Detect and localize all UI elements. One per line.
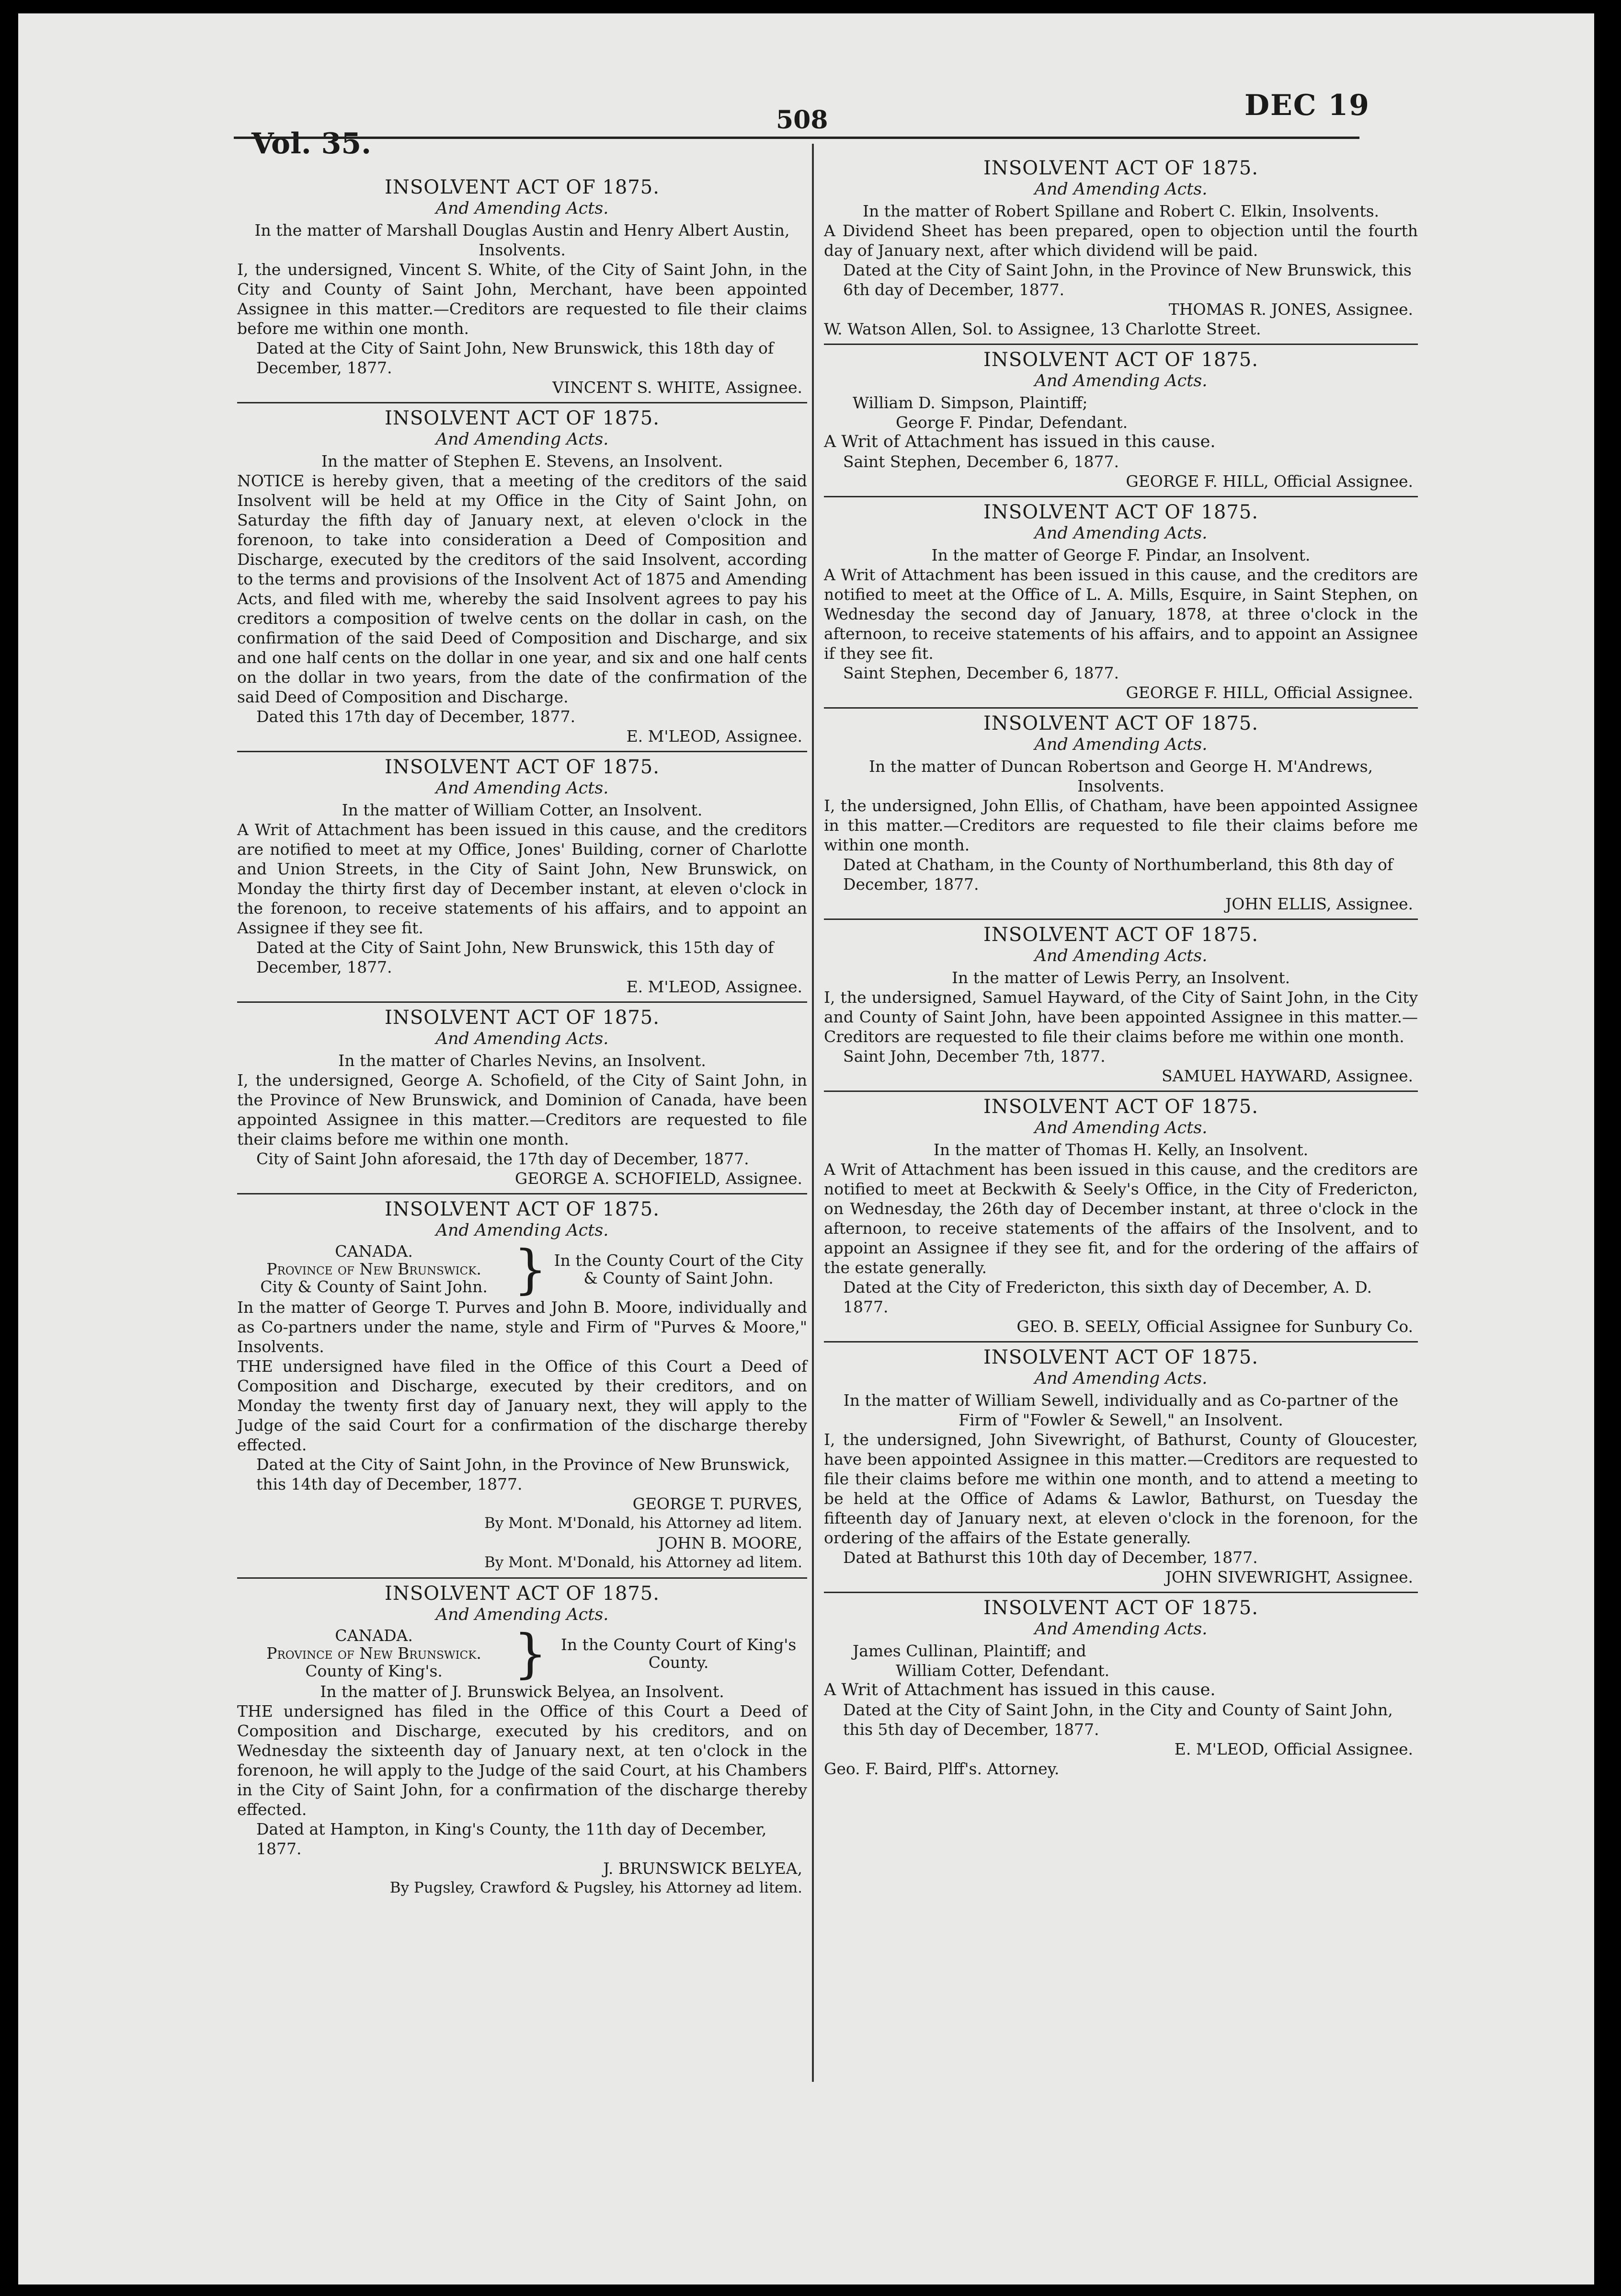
notice-dated: Dated at Bathurst this 10th day of December, 1877. [843,1548,1258,1567]
notice-dated: Dated at Hampton, in King's County, the 11th day of December, 1877. [256,1820,767,1858]
notice-dated: Saint Stephen, December 6, 1877. [843,452,1119,471]
notice-dated: Saint Stephen, December 6, 1877. [843,664,1119,682]
notice-title: INSOLVENT ACT OF 1875. [385,407,660,429]
brace-icon: } [514,1238,548,1300]
notice-title: INSOLVENT ACT OF 1875. [983,157,1258,179]
notice-signature: JOHN ELLIS, Assignee. [1225,895,1413,913]
notice-matter: In the matter of Lewis Perry, an Insolvent. [951,968,1290,987]
notice-matter: In the matter of Thomas H. Kelly, an Insolvent. [933,1140,1309,1159]
notice-signature: GEORGE T. PURVES, [632,1494,802,1513]
notice-attorney: Geo. F. Baird, Plff's. Attorney. [824,1759,1060,1778]
court-country: CANADA. [335,1626,413,1645]
issue-date: DEC 19 [1244,89,1370,122]
notice [824,153,1418,345]
notice-subtitle: And Amending Acts. [1034,180,1208,199]
notice [237,1003,807,1194]
notice-body: A Writ of Attachment has been issued in this cause, and the creditors are notified to meet at my Office, Jones' Building, corner of Charlotte and Union Streets, in the City of Saint John, New Brunswick, on Monday the thirty first day of December instant, at eleven o'clock in the forenoon, to receive statements of his affairs, and to appoint an Assignee if they see fit. [237,820,807,937]
notice-solicitor: W. Watson Allen, Sol. to Assignee, 13 Charlotte Street. [824,320,1261,338]
notice-title: INSOLVENT ACT OF 1875. [385,1007,660,1029]
notice-dated: Dated at the City of Fredericton, this sixth day of December, A. D. 1877. [843,1278,1372,1316]
notice [824,920,1418,1092]
notice-title: INSOLVENT ACT OF 1875. [385,176,660,198]
notice-dated: Dated at the City of Saint John, New Brunswick, this 18th day of December, 1877. [256,339,774,377]
notice-dated: Dated at the City of Saint John, New Brunswick, this 15th day of December, 1877. [256,938,774,976]
notice-signature: JOHN B. MOORE, [658,1534,802,1552]
notice-matter: In the matter of J. Brunswick Belyea, an Insolvent. [320,1682,724,1701]
notice-body: A Writ of Attachment has been issued in this cause, and the creditors are notified to meet at the Office of L. A. Mills, Esquire, in Saint Stephen, on Wednesday the second day of January, 1878, at three o'clock in the afternoon, to receive statements of his affairs, and to appoint an Assignee if they see fit. [824,565,1418,663]
notice-title: INSOLVENT ACT OF 1875. [983,924,1258,946]
notice-subtitle: And Amending Acts. [1034,1619,1208,1639]
notice-signature: E. M'LEOD, Assignee. [626,977,802,996]
notice-subtitle: And Amending Acts. [435,199,609,218]
notice [237,1579,807,1903]
notice-matter: In the matter of Duncan Robertson and George H. M'Andrews, Insolvents. [868,757,1373,795]
notice [824,1593,1418,1783]
notice-matter: In the matter of George F. Pindar, an Insolvent. [931,546,1311,564]
notice-title: INSOLVENT ACT OF 1875. [983,349,1258,371]
notice-plaintiff: William D. Simpson, Plaintiff; [853,393,1088,412]
notice-signature: JOHN SIVEWRIGHT, Assignee. [1165,1568,1413,1586]
notice-signature: GEORGE A. SCHOFIELD, Assignee. [514,1169,802,1188]
notice-matter: In the matter of George T. Purves and John B. Moore, individually and as Co-partners under the name, style and Firm of "Purves & Moore," Insolvents. [237,1298,807,1356]
notice-matter: In the matter of William Sewell, individually and as Co-partner of the Firm of "Fowler & Sewell," an Insolvent. [843,1391,1399,1429]
notice [824,1092,1418,1343]
court-country: CANADA. [335,1242,413,1261]
notice [237,172,807,403]
page-number: 508 [776,105,828,135]
notice [824,709,1418,920]
notice-title: INSOLVENT ACT OF 1875. [983,1346,1258,1368]
notice-dated: Dated at the City of Saint John, in the City and County of Saint John, this 5th day of December, 1877. [843,1700,1393,1739]
left-column [237,172,807,1903]
notice [237,1194,807,1579]
notice-attorney: By Mont. M'Donald, his Attorney ad litem. [484,1515,802,1532]
notice-title: INSOLVENT ACT OF 1875. [983,1597,1258,1619]
notice-matter: In the matter of Stephen E. Stevens, an Insolvent. [321,452,723,471]
notice-body: A Writ of Attachment has issued in this cause. [824,1680,1216,1699]
column-divider [812,144,814,2082]
notice-body: I, the undersigned, George A. Schofield, of the City of Saint John, in the Province of New Brunswick, and Dominion of Canada, have been appointed Assignee in this matter.—Creditors are requested to file their claims before me within one month. [237,1071,807,1148]
right-column [824,153,1418,1783]
notice-subtitle: And Amending Acts. [1034,946,1208,965]
notice-attorney: By Pugsley, Crawford & Pugsley, his Attorney ad litem. [389,1879,802,1896]
notice-subtitle: And Amending Acts. [435,1605,609,1624]
court-name: In the County Court of the City & County of Saint John. [554,1251,803,1287]
notice-signature: E. M'LEOD, Official Assignee. [1174,1740,1413,1758]
notice-body: A Writ of Attachment has been issued in this cause, and the creditors are notified to meet at Beckwith & Seely's Office, in the City of Fredericton, on Wednesday, the 26th day of December instant, at three o'clock in the afternoon, to receive statements of the affairs of the Insolvent, and to appoint an Assignee if they see fit, and for the ordering of the affairs of the estate generally. [824,1160,1418,1277]
notice-subtitle: And Amending Acts. [1034,1118,1208,1137]
notice-body: THE undersigned have filed in the Office of this Court a Deed of Composition and Discharge, executed by their creditors, and on Monday the twenty first day of January next, they will apply to the Judge of the said Court for a confirmation of the discharge thereby effected. [237,1357,807,1454]
notice-signature: GEO. B. SEELY, Official Assignee for Sunbury Co. [1016,1317,1413,1336]
notice-subtitle: And Amending Acts. [1034,524,1208,543]
notice-body: I, the undersigned, John Sivewright, of Bathurst, County of Gloucester, have been appointed Assignee in this matter.—Creditors are requested to file their claims before me within one month, and to attend a meeting to be held at the Office of Adams & Lawlor, Bathurst, on Tuesday the fifteenth day of January next, at eleven o'clock in the forenoon, for the ordering of the affairs of the Estate generally. [824,1430,1418,1547]
court-jurisdiction [237,1242,511,1296]
notice-dated: Dated at the City of Saint John, in the Province of New Brunswick, this 14th day of December, 1877. [256,1455,790,1493]
notice-attorney: By Mont. M'Donald, his Attorney ad litem. [484,1554,802,1571]
notice [237,752,807,1003]
notice-body: A Writ of Attachment has issued in this cause. [824,432,1216,451]
notice-signature: E. M'LEOD, Assignee. [626,727,802,746]
notice-signature: GEORGE F. HILL, Official Assignee. [1126,683,1413,702]
notice-body: THE undersigned has filed in the Office of this Court a Deed of Composition and Discharge, executed by his creditors, and on Wednesday the sixteenth day of January next, at ten o'clock in the forenoon, he will apply to the Judge of the said Court, at his Chambers in the City of Saint John, for a confirmation of the discharge thereby effected. [237,1702,807,1819]
notice-subtitle: And Amending Acts. [435,1029,609,1048]
court-name: In the County Court of King's County. [560,1635,797,1672]
notice-matter: In the matter of Charles Nevins, an Insolvent. [338,1051,706,1070]
header-rule [234,137,1359,139]
notice-body: A Dividend Sheet has been prepared, open to objection until the fourth day of January next, after which dividend will be paid. [824,221,1418,260]
notice-signature: SAMUEL HAYWARD, Assignee. [1162,1067,1413,1085]
notice [824,345,1418,497]
notice-subtitle: And Amending Acts. [435,1221,609,1240]
notice-body: NOTICE is hereby given, that a meeting of the creditors of the said Insolvent will be held at my Office in the City of Saint John, on Saturday the fifth day of January next, at eleven o'clock in the forenoon, to take into consideration a Deed of Composition and Discharge, executed by the creditors of the said Insolvent, according to the terms and provisions of the Insolvent Act of 1875 and Amending Acts, and filed with me, whereby the said Insolvent agrees to pay his creditors a composition of twelve cents on the dollar in cash, on the confirmation of the said Deed of Composition and Discharge, and six and one half cents on the dollar in one year, and six and one half cents on the dollar in two years, from the date of the confirmation of the said Deed of Composition and Discharge. [237,471,807,706]
notice-matter: In the matter of Robert Spillane and Robert C. Elkin, Insolvents. [862,202,1380,220]
notice-title: INSOLVENT ACT OF 1875. [385,1198,660,1220]
notice [824,497,1418,709]
court-county: City & County of Saint John. [260,1277,488,1296]
notice-matter: In the matter of William Cotter, an Insolvent. [342,801,703,819]
volume-label: Vol. 35. [251,127,372,161]
notice-title: INSOLVENT ACT OF 1875. [983,712,1258,735]
notice-defendant: William Cotter, Defendant. [896,1661,1110,1680]
notice-title: INSOLVENT ACT OF 1875. [385,1583,660,1605]
notice-defendant: George F. Pindar, Defendant. [896,413,1128,432]
notice-subtitle: And Amending Acts. [435,430,609,449]
court-jurisdiction [237,1627,511,1680]
notice-dated: Saint John, December 7th, 1877. [843,1047,1106,1066]
court-heading [237,1238,807,1300]
court-province: Province of New Brunswick. [266,1260,481,1278]
notice-signature: GEORGE F. HILL, Official Assignee. [1126,472,1413,491]
notice-title: INSOLVENT ACT OF 1875. [983,1096,1258,1118]
brace-icon: } [514,1622,548,1684]
notice-signature: THOMAS R. JONES, Assignee. [1168,300,1413,319]
notice-dated: City of Saint John aforesaid, the 17th day of December, 1877. [256,1149,749,1168]
notice-signature: VINCENT S. WHITE, Assignee. [552,378,802,397]
court-heading [237,1622,807,1684]
court-county: County of King's. [305,1662,443,1680]
notice-body: I, the undersigned, Samuel Hayward, of the City of Saint John, in the City and County of Saint John, have been appointed Assignee in this matter.—Creditors are requested to file their claims before me within one month. [824,988,1418,1046]
notice-body: I, the undersigned, Vincent S. White, of the City of Saint John, in the City and County of Saint John, Merchant, have been appointed Assignee in this matter.—Creditors are requested to file their claims before me within one month. [237,260,807,338]
notice-dated: Dated this 17th day of December, 1877. [256,707,576,726]
notice-body: I, the undersigned, John Ellis, of Chatham, have been appointed Assignee in this matter.—Creditors are requested to file their claims before me within one month. [824,796,1418,854]
notice-subtitle: And Amending Acts. [1034,1369,1208,1388]
notice-title: INSOLVENT ACT OF 1875. [385,756,660,778]
notice-subtitle: And Amending Acts. [1034,735,1208,754]
notice-matter: In the matter of Marshall Douglas Austin and Henry Albert Austin, Insolvents. [254,221,790,259]
court-province: Province of New Brunswick. [266,1644,481,1663]
notice-subtitle: And Amending Acts. [435,779,609,798]
notice-signature: J. BRUNSWICK BELYEA, [603,1859,802,1878]
notice-dated: Dated at the City of Saint John, in the Province of New Brunswick, this 6th day of December, 1877. [843,261,1412,299]
notice [824,1343,1418,1593]
notice-dated: Dated at Chatham, in the County of Northumberland, this 8th day of December, 1877. [843,855,1393,894]
notice-title: INSOLVENT ACT OF 1875. [983,501,1258,523]
notice [237,403,807,752]
notice-plaintiff: James Cullinan, Plaintiff; and [853,1642,1086,1660]
notice-subtitle: And Amending Acts. [1034,371,1208,390]
